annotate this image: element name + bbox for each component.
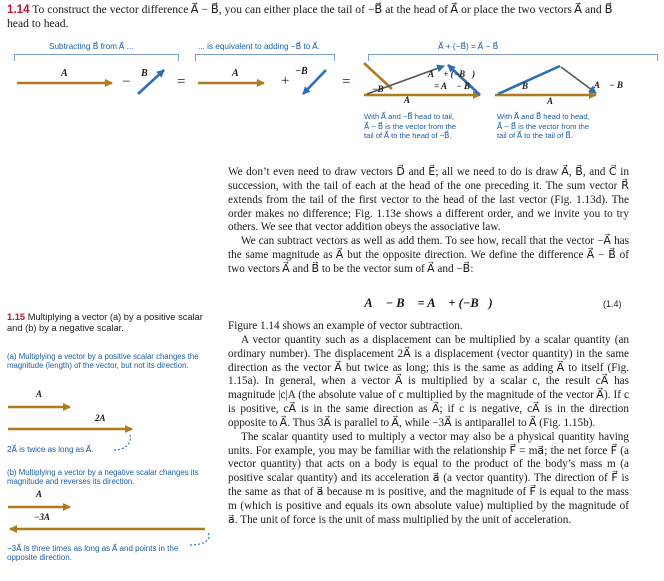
tri1-label-negB: −B⃗ [372, 84, 391, 94]
note-right-line2: A⃗ − B⃗ is the vector from the [497, 121, 590, 131]
paragraph-scalar-multiplication: A vector quantity such as a displacement can be multiplied by a scalar quantity (an ordinary number). The displacement 2A⃗ is a displacement (vector quantity) in the same direction as the vector A⃗ but twice as long; this is the same as adding A⃗ to itself (Fig. 1.15a). In general, when a vector A⃗ is multiplied by a scalar c, the result cA⃗ has magnitude |c|A (the absolute value of c multiplied by the magnitude of the vector A⃗). If c is positive, cA⃗ is in the same direction as A⃗; if c is negative, cA⃗ is in the direction opposite to A⃗. Thus 3A⃗ is parallel to A⃗, while −3A⃗ is antiparallel to A⃗ (Fig. 1.15b). [228, 333, 629, 429]
label-A: A⃗ [61, 68, 76, 79]
paragraph-fig-ref: Figure 1.14 shows an example of vector subtraction. [228, 320, 463, 332]
paragraph-subtraction: We can subtract vectors as well as add them. To see how, recall that the vector −A⃗ has the same magnitude as A⃗ but the opposite direction. We define the difference A⃗ − B⃗ of two vectors A⃗ and B⃗ to be the vector sum of A⃗ and −B⃗: [228, 235, 629, 275]
figure-1-15a-diagram [0, 395, 220, 470]
label-B: B⃗ [141, 68, 156, 79]
fig15a-title: (a) Multiplying a vector by a positive scalar changes the magnitude (length) of the vector, but not its direction. [7, 352, 199, 371]
figure-1-14-diagram [0, 58, 664, 118]
note-head-to-tail [364, 112, 492, 141]
tri2-label-B: B⃗ [522, 81, 536, 91]
subheading-equivalent: ... is equivalent to adding −B⃗ to A⃗. [198, 42, 321, 51]
fig15b-note: −3A⃗ is three times as long as A⃗ and points in the opposite direction. [7, 544, 179, 563]
tri2-label-A: A⃗ [547, 96, 561, 106]
tri2-label-diff: A⃗ − B⃗ [594, 80, 630, 90]
operator-plus: + [281, 73, 290, 89]
figure-1-15-caption [7, 312, 212, 334]
figure-number: 1.14 [7, 3, 30, 16]
fig15a-label-2A: 2A⃗ [95, 413, 113, 423]
subheading-subtracting: Subtracting B⃗ from A⃗ ... [49, 42, 134, 51]
operator-equals-2: = [342, 74, 351, 90]
note-left-line1: With A⃗ and −B⃗ head to tail, [364, 112, 454, 121]
figure-1-14-caption [7, 3, 657, 30]
note-left-line2: A⃗ − B⃗ is the vector from the [364, 121, 457, 131]
tri1-label-diff: = A⃗ − B⃗ [434, 81, 478, 91]
operator-minus: − [122, 74, 131, 90]
equation-1-4: A⃗ − B⃗ = A⃗ + (−B⃗) [364, 296, 493, 310]
fig15-caption-text: Multiplying a vector (a) by a positive scalar and (b) by a negative scalar. [7, 312, 203, 333]
equation-number: (1.4) [603, 299, 622, 309]
tri1-label-A: A⃗ [404, 95, 418, 105]
note-right-line3: tail of A⃗ to the tail of B⃗. [497, 131, 573, 141]
note-head-to-head [497, 112, 627, 141]
note-left-line3: tail of A⃗ to the head of −B⃗. [364, 131, 452, 141]
label-negB: −B⃗ [295, 66, 316, 77]
fig15a-note: 2A⃗ is twice as long as A⃗. [7, 445, 94, 454]
fig15a-label-A: A⃗ [36, 389, 50, 399]
caption-line1: To construct the vector difference A⃗ − B⃗, you can either place the tail of −B⃗ at the head of A⃗ or place the two vectors A⃗ and B⃗ [32, 3, 613, 16]
figure-number-1-15: 1.15 [7, 312, 26, 322]
operator-equals: = [177, 74, 186, 90]
body-text-top [228, 166, 629, 277]
fig15b-label-A: A⃗ [36, 489, 50, 499]
fig15b-label-neg3A: −3A⃗ [34, 512, 57, 522]
figure-1-15b-diagram [0, 495, 230, 550]
body-text-bottom [228, 320, 629, 528]
note-right-line1: With A⃗ and B⃗ head to head, [497, 112, 590, 121]
label-A-2: A⃗ [232, 68, 247, 79]
fig15b-title: (b) Multiplying a vector by a negative scalar changes its magnitude and reverses its direction. [7, 468, 199, 487]
tri1-label-sum: A⃗ + (−B⃗) [428, 69, 476, 79]
paragraph-associative: We don’t even need to draw vectors D⃗ and E⃗; all we need to do is draw A⃗, B⃗, and C⃗ in succession, with the tail of each at the head of the one preceding it. The sum vector R⃗ extends from the tail of the first vector to the head of the last vector (Fig. 1.13d). The order makes no difference; Fig. 1.13e shows a different order, and we invite you to try others. We see that vector addition obeys the associative law. [228, 166, 629, 234]
paragraph-physical-quantity: The scalar quantity used to multiply a vector may also be a physical quantity having units. For example, you may be familiar with the relationship F⃗ = ma⃗; the net force F⃗ (a vector quantity) that acts on a body is equal to the product of the body’s mass m (a positive scalar quantity) and its acceleration a⃗ (a vector quantity). The direction of F⃗ is the same as that of a⃗ because m is positive, and the magnitude of F⃗ is equal to the mass m (which is positive and equals its own absolute value) multiplied by the magnitude of a⃗. The unit of force is the unit of mass multiplied by the unit of acceleration. [228, 430, 629, 526]
caption-line2: head to head. [7, 16, 69, 30]
subheading-result: A⃗ + (−B⃗) = A⃗ − B⃗ [438, 42, 499, 51]
